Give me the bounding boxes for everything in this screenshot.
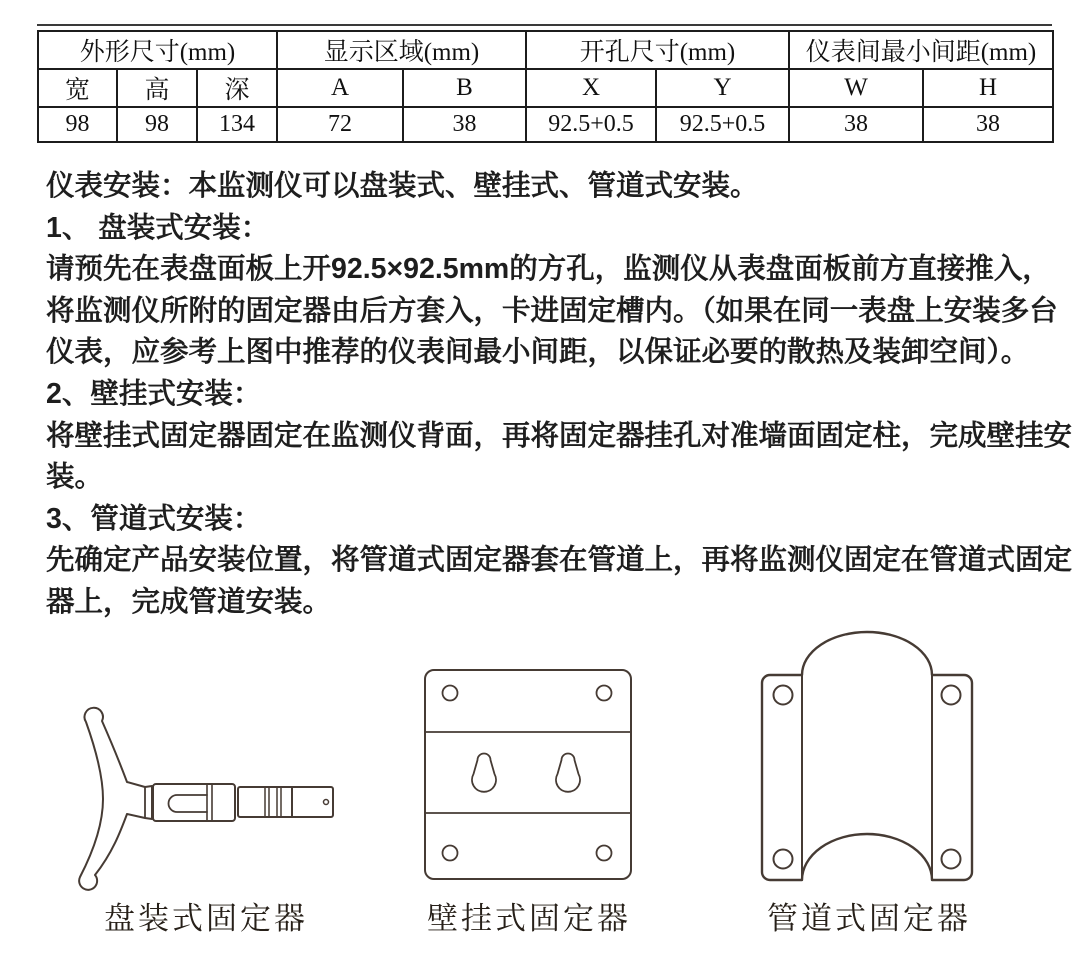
col-header-b: B bbox=[403, 69, 526, 107]
group-header-cutout-size: 开孔尺寸(mm) bbox=[526, 31, 789, 69]
group-header-display-area: 显示区域(mm) bbox=[277, 31, 526, 69]
value-depth: 134 bbox=[197, 107, 277, 142]
fixture-clamp-block bbox=[153, 784, 235, 821]
col-header-h: H bbox=[923, 69, 1053, 107]
figure-label-pipe-mount: 管道式固定器 bbox=[767, 901, 971, 936]
wall-mount-fixture-drawing bbox=[423, 668, 633, 883]
table-row bbox=[38, 69, 1053, 107]
group-header-outline-size: 外形尺寸(mm) bbox=[38, 31, 277, 69]
table-row bbox=[38, 31, 1053, 69]
instruction-line: 请预先在表盘面板上开92.5×92.5mm的方孔，监测仪从表盘面板前方直接推入， bbox=[46, 253, 1051, 286]
col-header-a: A bbox=[277, 69, 403, 107]
value-a: 72 bbox=[277, 107, 403, 142]
value-y: 92.5+0.5 bbox=[656, 107, 789, 142]
instruction-line: 2、壁挂式安装： bbox=[46, 377, 262, 410]
instruction-line: 仪表安装：本监测仪可以盘装式、壁挂式、管道式安装。 bbox=[46, 170, 759, 202]
instruction-line: 装。 bbox=[46, 461, 104, 494]
group-header-min-spacing: 仪表间最小间距(mm) bbox=[789, 31, 1053, 69]
figure-label-panel-mount: 盘装式固定器 bbox=[104, 901, 308, 936]
value-b: 38 bbox=[403, 107, 526, 142]
pipe-mount-fixture-drawing bbox=[757, 627, 977, 887]
col-header-x: X bbox=[526, 69, 656, 107]
fixture-rod bbox=[238, 787, 333, 817]
value-width: 98 bbox=[38, 107, 117, 142]
fixture-anchor-outline bbox=[79, 708, 152, 890]
saddle-outline bbox=[762, 632, 972, 880]
table-row bbox=[38, 107, 1053, 142]
col-header-w: W bbox=[789, 69, 923, 107]
figure-label-wall-mount: 壁挂式固定器 bbox=[427, 901, 631, 936]
page-divider-line bbox=[37, 24, 1052, 26]
instruction-line: 仪表，应参考上图中推荐的仪表间最小间距，以保证必要的散热及装卸空间）。 bbox=[46, 336, 1030, 369]
value-x: 92.5+0.5 bbox=[526, 107, 656, 142]
col-header-y: Y bbox=[656, 69, 789, 107]
instruction-line: 先确定产品安装位置，将管道式固定器套在管道上，再将监测仪固定在管道式固定 bbox=[46, 544, 1073, 577]
col-header-width: 宽 bbox=[38, 69, 117, 107]
col-header-height: 高 bbox=[117, 69, 197, 107]
panel-mount-fixture-drawing bbox=[75, 700, 335, 895]
instruction-line: 将监测仪所附的固定器由后方套入，卡进固定槽内。（如果在同一表盘上安装多台 bbox=[46, 294, 1058, 327]
installation-instructions bbox=[46, 166, 1073, 624]
instruction-line: 器上，完成管道安装。 bbox=[46, 585, 332, 618]
instruction-line: 3、管道式安装： bbox=[46, 502, 262, 535]
dimension-spec-table bbox=[37, 30, 1054, 143]
value-height: 98 bbox=[117, 107, 197, 142]
value-w: 38 bbox=[789, 107, 923, 142]
value-h: 38 bbox=[923, 107, 1053, 142]
instruction-line: 1、 盘装式安装： bbox=[46, 211, 270, 244]
col-header-depth: 深 bbox=[197, 69, 277, 107]
instruction-line: 将壁挂式固定器固定在监测仪背面，再将固定器挂孔对准墙面固定柱，完成壁挂安 bbox=[46, 419, 1073, 452]
